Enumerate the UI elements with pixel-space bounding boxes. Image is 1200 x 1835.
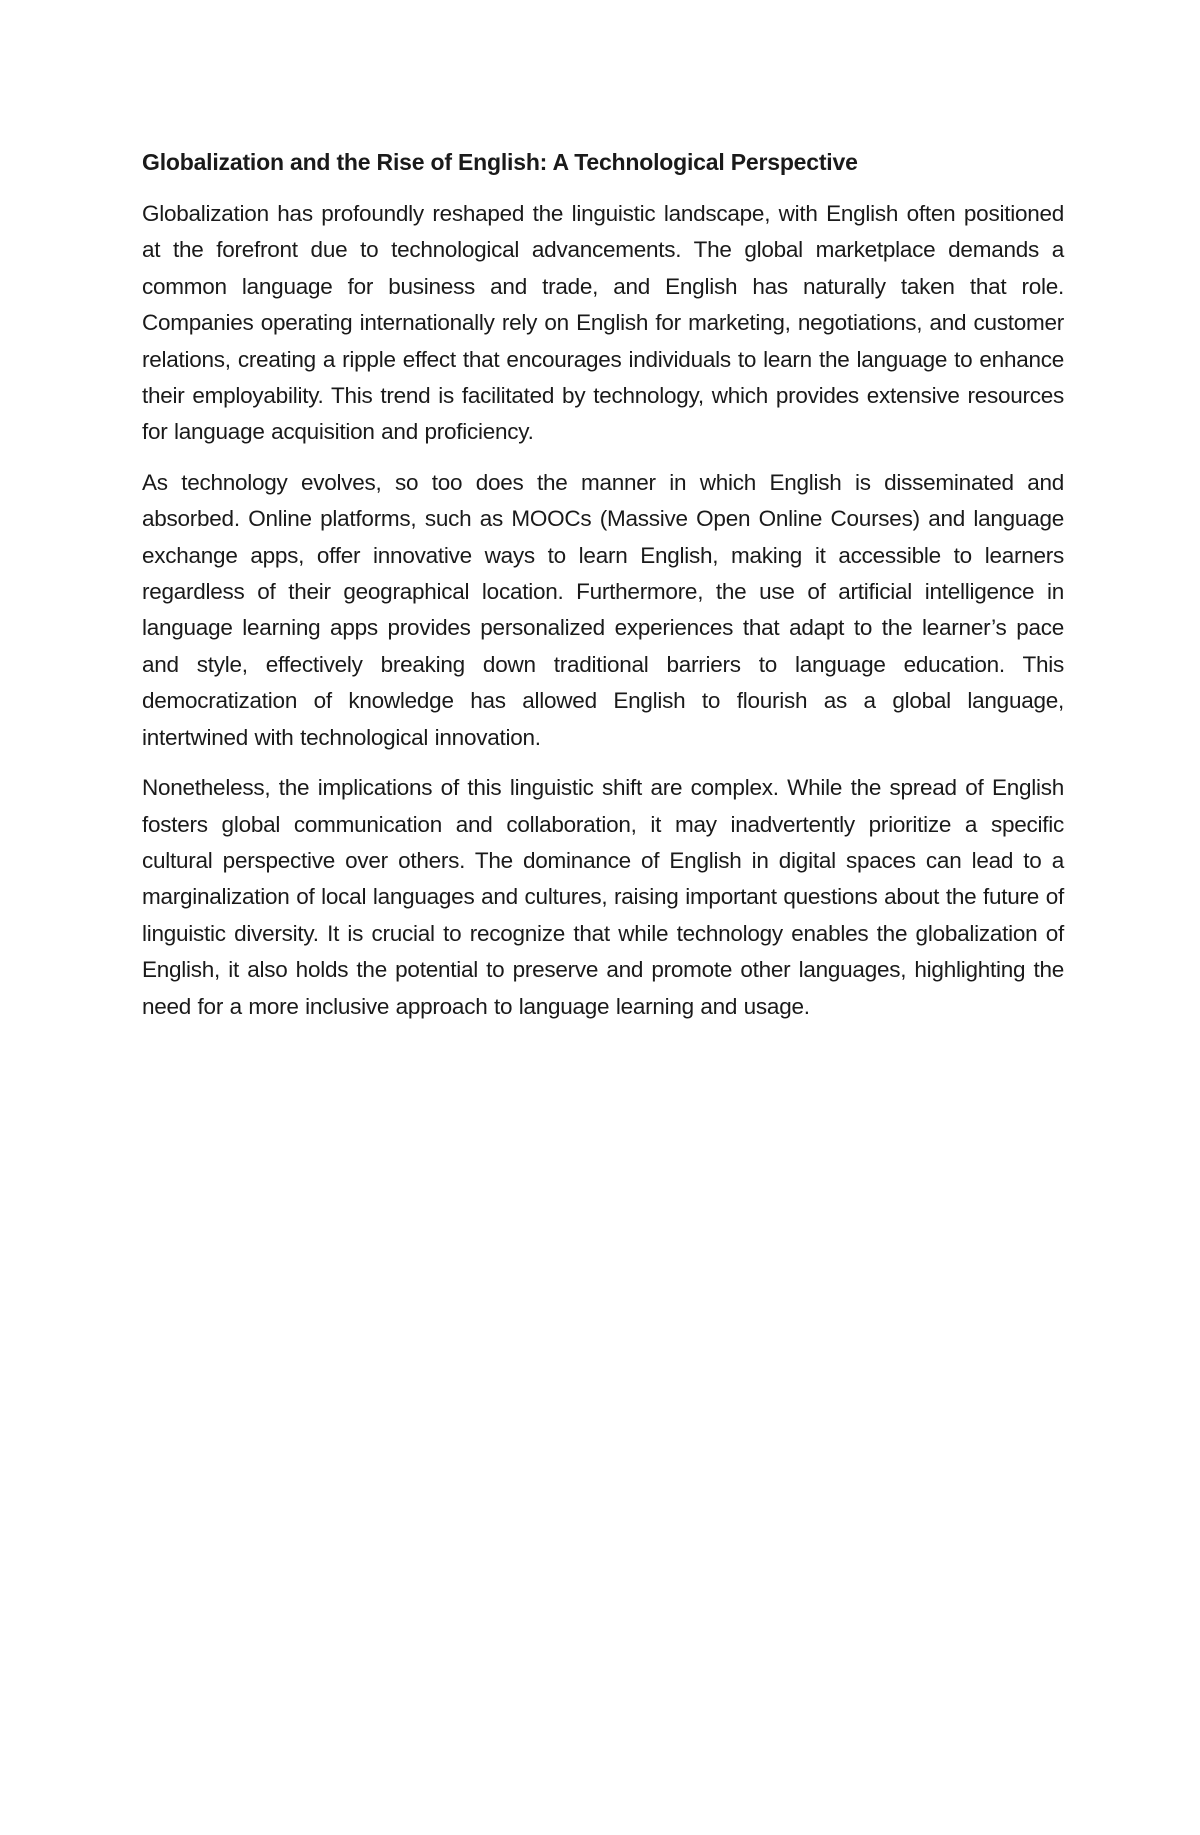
paragraph-2: As technology evolves, so too does the manner in which English is disseminated and absorbed. Online platforms, such as MOOCs (Massive Open Online Courses) and language exchange apps, offer innovative ways to learn English, making it accessible to learners regardless of their geographical location. Furthermore, the use of artificial intelligence in language learning apps provides personalized experiences that adapt to the learner’s pace and style, effectively breaking down traditional barriers to language education. This democratization of knowledge has allowed English to flourish as a global language, intertwined with technological innovation.: [142, 469, 1064, 750]
document-title: Globalization and the Rise of English: A Technological Perspective: [142, 149, 858, 175]
paragraph-3: Nonetheless, the implications of this linguistic shift are complex. While the spread of English fosters global communication and collaboration, it may inadvertently prioritize a specific cultural perspective over others. The dominance of English in digital spaces can lead to a marginalization of local languages and cultures, raising important questions about the future of linguistic diversity. It is crucial to recognize that while technology enables the globalization of English, it also holds the potential to preserve and promote other languages, highlighting the need for a more inclusive approach to language learning and usage.: [142, 775, 1064, 1019]
paragraph-1: Globalization has profoundly reshaped the linguistic landscape, with English often positioned at the forefront due to technological advancements. The global marketplace demands a common language for business and trade, and English has naturally taken that role. Companies operating internationally rely on English for marketing, negotiations, and customer relations, creating a ripple effect that encourages individuals to learn the language to enhance their employability. This trend is facilitated by technology, which provides extensive resources for language acquisition and proficiency.: [142, 201, 1064, 445]
document-body: [142, 144, 1064, 1039]
